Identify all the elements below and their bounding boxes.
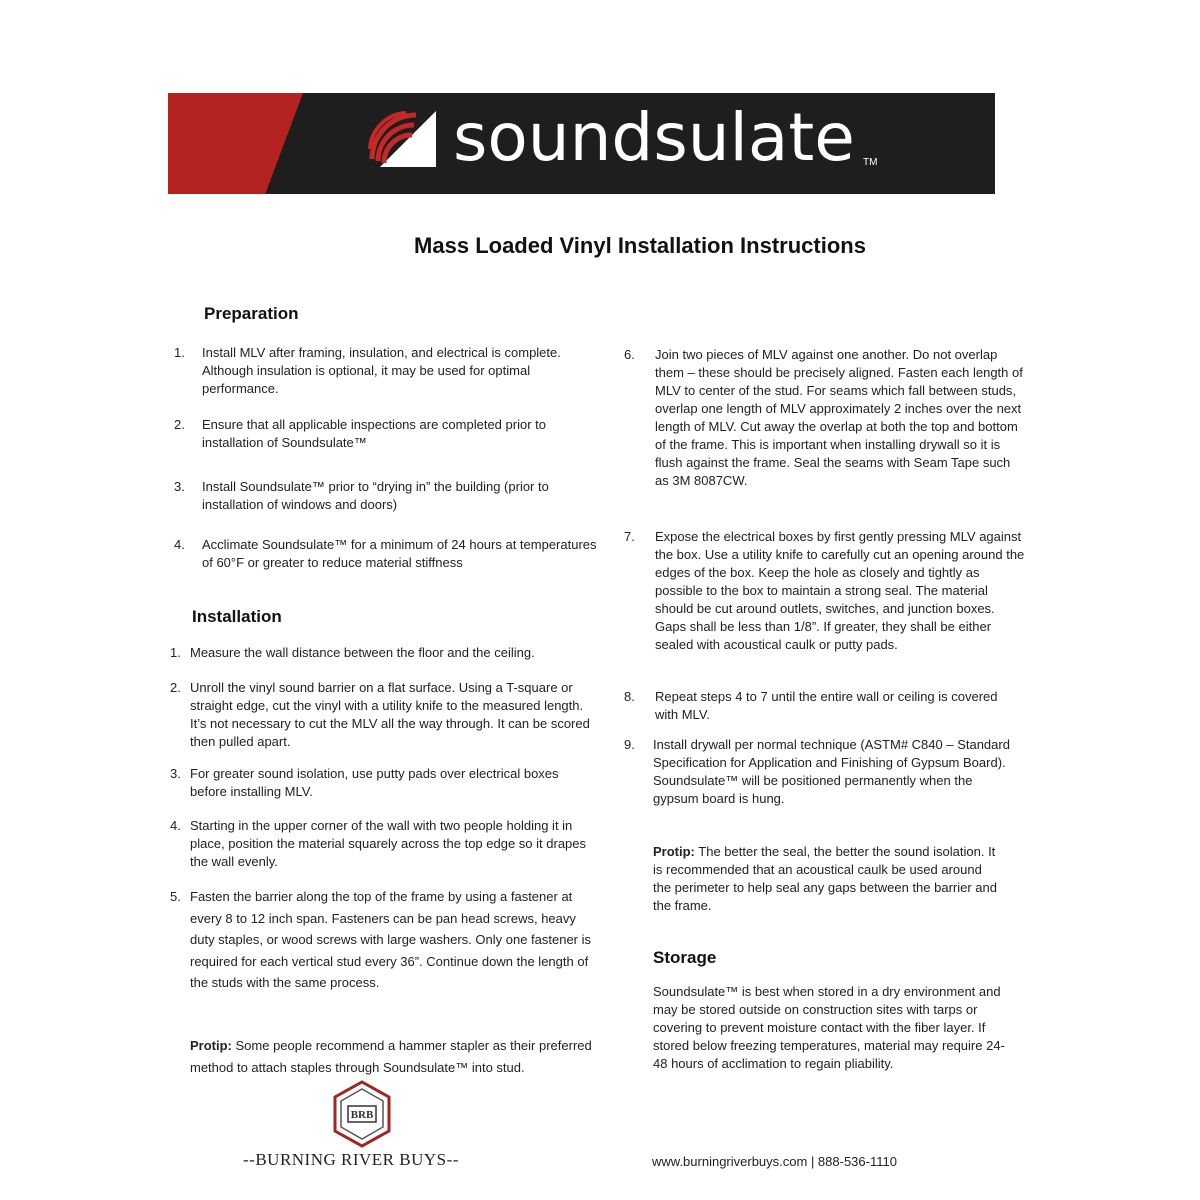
installation-protip-right: Protip: The better the seal, the better the sound isolation. It is recommended that an acoustical caulk be used around the perimeter to help seal any gaps between the barrier and the frame. — [653, 844, 997, 913]
brand-wordmark: soundsulate — [453, 99, 855, 176]
trademark-mark: TM — [863, 157, 878, 168]
soundsulate-logo-icon — [368, 109, 438, 169]
brand-banner — [168, 93, 995, 194]
banner-red-accent — [168, 93, 303, 194]
storage-heading: Storage — [653, 948, 717, 967]
burning-river-buys-logo-icon — [332, 1080, 392, 1148]
installation-heading: Installation — [192, 607, 282, 626]
footer-contact: www.burningriverbuys.com | 888-536-1110 — [652, 1154, 897, 1169]
footer-brand: --BURNING RIVER BUYS-- — [243, 1150, 459, 1169]
preparation-heading: Preparation — [204, 304, 299, 323]
document-title: Mass Loaded Vinyl Installation Instructions — [414, 233, 866, 258]
svg-text:BRB: BRB — [350, 1109, 374, 1121]
storage-text: Soundsulate™ is best when stored in a dry environment and may be stored outside on construction sites with tarps or covering to prevent moisture contact with the fiber layer. If stored below freezing temperatures, material may require 24-48 hours of acclimation to regain pliability. — [653, 984, 1005, 1071]
installation-protip: Protip: Some people recommend a hammer stapler as their preferred method to attach staples through Soundsulate™ into stud. — [190, 1038, 592, 1075]
